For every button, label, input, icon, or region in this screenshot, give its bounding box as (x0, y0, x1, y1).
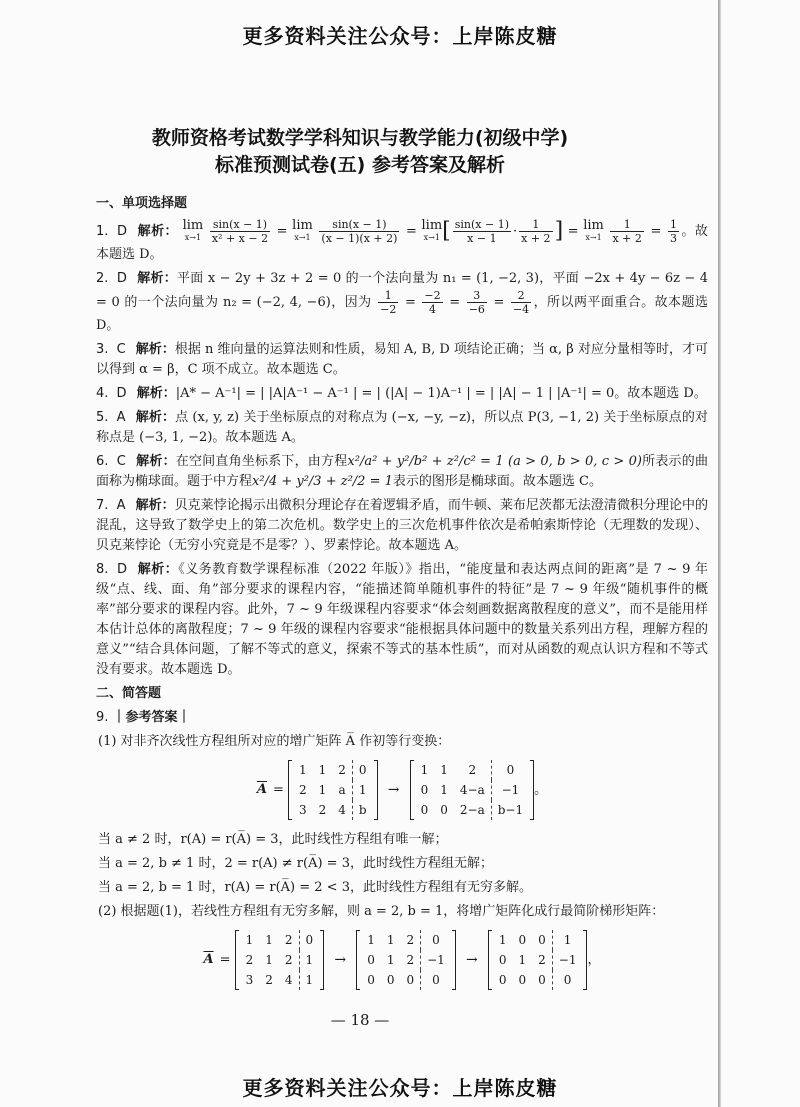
matrix-cell: 1 (298, 763, 307, 777)
matrix-cell: 0 (491, 760, 529, 780)
matrix-cell: 2 (298, 783, 307, 797)
case-2: 当 a = 2, b ≠ 1 时，2 = r(A) ≠ r(A̅) = 3，此时线性方程组无解； (98, 856, 493, 871)
ellipsoid-equation: x²/a² + y²/b² + z²/c² = 1 (a > 0, b > 0, c > 0) (347, 454, 642, 469)
matrix-cell: 0 (538, 973, 546, 987)
matrix-cell: 2 (338, 763, 346, 777)
analysis-label: 解析： (135, 498, 175, 513)
matrix-cell: 0 (498, 953, 507, 967)
fraction: $\frac{1}{x + 2}$ (521, 218, 551, 245)
matrix-cell: 0 (386, 973, 395, 987)
answer-6: 6. C 解析：在空间直角坐标系下，由方程x²/a² + y²/b² + z²/c² = 1 (a > 0, b > 0, c > 0)所表示的曲面称为椭球面。题于中方程x²/4 + y²/3 + z²/2 = 1表示的图形是椭球面。故本题选 C。 (96, 454, 708, 489)
matrix-cell: 1 (367, 933, 375, 947)
matrix-cell: 1 (318, 783, 327, 797)
question-number: 8. (96, 562, 109, 577)
matrix-cell: −1 (491, 780, 529, 800)
question-number: 4. (96, 386, 109, 401)
arrow-icon: → (387, 782, 400, 798)
matrix-cell: 2 (318, 803, 327, 817)
analysis-text: 根据 n 维向量的运算法则和性质，易知 A, B, D 项结论正确；当 α, β 对应分量相等时，才可以得到 α = β，C 项不成立。故本题选 C。 (96, 342, 708, 377)
matrix (410, 760, 535, 820)
augmented-matrix-symbol: $\overline{A}$ (203, 952, 214, 967)
matrix-cell: 1 (386, 953, 395, 967)
augmented-matrix-symbol: $\overline{A}$ (256, 782, 267, 797)
matrix-cell: −1 (421, 950, 451, 970)
matrix-cell: 0 (538, 933, 546, 947)
matrix-cell: 0 (498, 973, 507, 987)
limit: lim x→1 (292, 217, 313, 242)
analysis-label: 解析： (136, 454, 176, 469)
fraction: $\frac{\sin(x - 1)}{(x - 1)(x + 2)}$ (321, 218, 398, 245)
answer-9-part1: (1) 对非齐次线性方程组所对应的增广矩阵 A̅ 作初等行变换： (98, 734, 451, 749)
matrix-cell: 1 (386, 933, 395, 947)
question-number: 9. (96, 710, 109, 725)
analysis-label: 解析： (137, 224, 178, 239)
matrix-cell: 1 (420, 763, 429, 777)
matrix-cell: 1 (318, 763, 327, 777)
matrix-cell: 1 (265, 933, 273, 947)
section-heading-choice: 一、单项选择题 (96, 196, 188, 211)
matrix-cell: −1 (552, 950, 582, 970)
matrix-cell: 2 (265, 973, 273, 987)
question-number: 1. (96, 224, 109, 239)
analysis-text: |A* − A⁻¹| = | |A|A⁻¹ − A⁻¹ | = | (|A| − 1)A⁻¹ | = | |A| − 1 | |A⁻¹| = 0。故本题选 D。 (175, 386, 707, 401)
matrix-cell: 4 (338, 803, 346, 817)
matrix-transform-1: $\overline{A}$ = 1 1 2 0 2 1 a 1 3 2 4 b → 1 1 2 0 0 1 4−a −1 0 0 2−a b−1 。 (96, 760, 708, 820)
limit: lim x→1 (421, 217, 443, 242)
analysis-text: 平面 x − 2y + 3z + 2 = 0 的一个法向量为 n₁ = (1, −2, 3)，平面 −2x + 4y − 6z − 4 = 0 的一个法向量为 n₂ = (−2, 4, −6)，因为 (96, 271, 708, 310)
question-number: 7. (96, 498, 109, 513)
matrix-transform-2: $\overline{A}$ = 1 1 2 0 2 1 2 1 3 2 4 1 → 1 1 2 0 0 1 2 −1 0 0 0 0 → 1 0 0 1 0 1 2 −1 0 0 0 0 ， (96, 930, 708, 990)
answer-5 (96, 408, 708, 448)
matrix-cell: 0 (367, 973, 375, 987)
answer-8 (96, 560, 708, 680)
answer-4 (96, 384, 708, 404)
arrow-icon: → (334, 952, 347, 968)
analysis-text: 《义务教育数学课程标准（2022 年版）》指出，“能度量和表达两点间的距离”是 7 ~ 9 年级“点、线、面、角”部分要求的课程内容，“能描述简单随机事件的特征”是 7 ~ 9 年级“随机事件的概率”部分要求的课程内容。此外，7 ~ 9 年级课程内容要求“体会刻画数据离散程度的意义”，而不是能用样本估计总体的离散程度；7 ~ 9 年级的课程内容要求“能根据具体问题中的数量关系列出方程，理解方程的意义”“结合具体问题，了解不等式的意义，探索不等式的基本性质”，而对从函数的观点认识方程和不等式没有要求。故本题选 D。 (96, 562, 708, 677)
answer-choice: D (117, 562, 128, 577)
fraction: $\frac{\sin(x - 1)}{x - 1}$ (454, 218, 509, 245)
analysis-label: 解析： (137, 271, 178, 286)
matrix-cell: b (352, 800, 372, 820)
case-1: 当 a ≠ 2 时，r(A) = r(A̅) = 3，此时线性方程组有唯一解； (98, 832, 448, 847)
matrix-cell: 0 (421, 970, 451, 990)
matrix-cell: 2 (538, 953, 546, 967)
matrix-cell: 4−a (459, 783, 485, 797)
matrix-cell: b−1 (491, 800, 529, 820)
reference-answer-label: ｜参考答案｜ (112, 710, 191, 725)
matrix-cell: 2 (468, 763, 477, 777)
question-number: 5. (96, 410, 109, 425)
matrix-cell: 0 (352, 760, 372, 780)
question-number: 2. (96, 271, 109, 286)
answer-9-part2: (2) 根据题(1)，若线性方程组有无穷多解，则 a = 2, b = 1，将增广矩阵化成行最简阶梯形矩阵： (98, 904, 665, 919)
answer-choice: C (116, 342, 126, 357)
analysis-label: 解析： (135, 410, 176, 425)
matrix-cell: 4 (284, 973, 293, 987)
matrix-cell: 0 (552, 970, 582, 990)
matrix-cell: 0 (421, 930, 451, 950)
matrix-cell: 2 (284, 933, 293, 947)
matrix (356, 930, 456, 990)
ellipsoid-equation: x²/4 + y²/3 + z²/2 = 1 (252, 474, 393, 489)
limit: lim x→1 (583, 217, 604, 242)
matrix-cell: 2 (406, 933, 415, 947)
matrix-cell: a (338, 783, 346, 797)
matrix-cell: 1 (265, 953, 273, 967)
fraction: $\frac{1}{x + 2}$ (612, 218, 642, 245)
answer-choice: A (116, 410, 126, 425)
matrix-cell: 0 (406, 973, 415, 987)
section-heading-short-answer: 二、简答题 (96, 686, 162, 701)
matrix-cell: 1 (552, 930, 582, 950)
fraction: $\frac{\sin(x - 1)}{\text{x² + x − 2}}$ (211, 218, 269, 245)
matrix (488, 930, 588, 990)
matrix-cell: 2 (406, 953, 415, 967)
analysis-label: 解析： (137, 562, 179, 577)
matrix-cell: 0 (420, 783, 429, 797)
matrix-cell: 0 (518, 973, 527, 987)
matrix-cell: 1 (245, 933, 254, 947)
question-number: 6. (96, 454, 109, 469)
matrix-cell: 1 (498, 933, 507, 947)
case-3: 当 a = 2, b = 1 时，r(A) = r(A̅) = 2 < 3，此时线性方程组有无穷多解。 (98, 880, 532, 895)
analysis-label: 解析： (136, 386, 176, 401)
matrix (288, 760, 378, 820)
matrix-cell: 0 (518, 933, 527, 947)
page-title: 教师资格考试数学学科知识与教学能力(初级中学) (151, 127, 569, 149)
matrix-cell: 2−a (459, 803, 485, 817)
answer-choice: A (116, 498, 126, 513)
answer-3 (96, 340, 708, 380)
matrix-cell: 1 (299, 950, 319, 970)
page-number: — 18 — (330, 1011, 390, 1029)
answer-1: 1. D 解析： lim x→1 $\frac{\sin(x - 1)}{\text{x² + x − 2}}$ = lim x→1 $\frac{\sin(x - 1)}{(x - 1)(x + 2)}$ = lim x→1 [ $\frac{\sin(x - 1)}{x - 1}$ · $\frac{1}{x + 2}$ ] = lim x→1 $\frac{1}{x + 2}$ = $\frac{1}{3}$ 。故本题选 D。 (96, 217, 708, 262)
fraction: $\frac{1}{3}$ (669, 218, 677, 245)
matrix-cell: 1 (440, 783, 448, 797)
answer-choice: D (117, 224, 128, 239)
answer-2: 2. D 解析：平面 x − 2y + 3z + 2 = 0 的一个法向量为 n₁ = (1, −2, 3)，平面 −2x + 4y − 6z − 4 = 0 的一个法向量为 n₂ = (−2, 4, −6)，因为 $\frac{1}{-2}$ = $\frac{-2}{4}$ = $\frac{3}{-6}$ = $\frac{2}{-4}$ ，所以两平面重合。故本题选 D。 (96, 271, 708, 333)
matrix-cell: 0 (420, 803, 429, 817)
matrix-cell: 3 (298, 803, 307, 817)
matrix (235, 930, 325, 990)
answer-choice: D (116, 386, 127, 401)
matrix-cell: 1 (518, 953, 527, 967)
answer-content (96, 192, 708, 1000)
answer-choice: D (116, 271, 127, 286)
matrix-cell: 1 (352, 780, 372, 800)
matrix-cell: 1 (440, 763, 448, 777)
page-subtitle: 标准预测试卷(五) 参考答案及解析 (215, 154, 505, 176)
matrix-cell: 0 (367, 953, 375, 967)
analysis-label: 解析： (135, 342, 175, 357)
matrix-cell: 3 (245, 973, 254, 987)
top-banner: 更多资料关注公众号：上岸陈皮糖 (242, 24, 558, 48)
matrix-cell: 2 (284, 953, 293, 967)
question-number: 3. (96, 342, 109, 357)
arrow-icon: → (465, 952, 478, 968)
answer-9-header (96, 708, 708, 728)
limit: lim x→1 (182, 217, 204, 242)
analysis-text: 点 (x, y, z) 关于坐标原点的对称点为 (−x, −y, −z)，所以点 P(3, −1, 2) 关于坐标原点的对称点是 (−3, 1, −2)。故本题选 A。 (96, 410, 708, 445)
analysis-text: 贝克莱悖论揭示出微积分理论存在着逻辑矛盾，而牛顿、莱布尼茨都无法澄清微积分理论中的混乱，这导致了数学史上的第二次危机。数学史上的三次危机事件依次是希帕索斯悖论（无理数的发现）、贝克莱悖论（无穷小究竟是不是零？）、罗素悖论。故本题选 A。 (96, 498, 708, 553)
matrix-cell: 0 (440, 803, 448, 817)
matrix-cell: 0 (299, 930, 319, 950)
answer-choice: C (116, 454, 126, 469)
matrix-cell: 1 (299, 970, 319, 990)
bottom-banner: 更多资料关注公众号：上岸陈皮糖 (242, 1076, 558, 1100)
matrix-cell: 2 (245, 953, 254, 967)
answer-7 (96, 496, 708, 556)
